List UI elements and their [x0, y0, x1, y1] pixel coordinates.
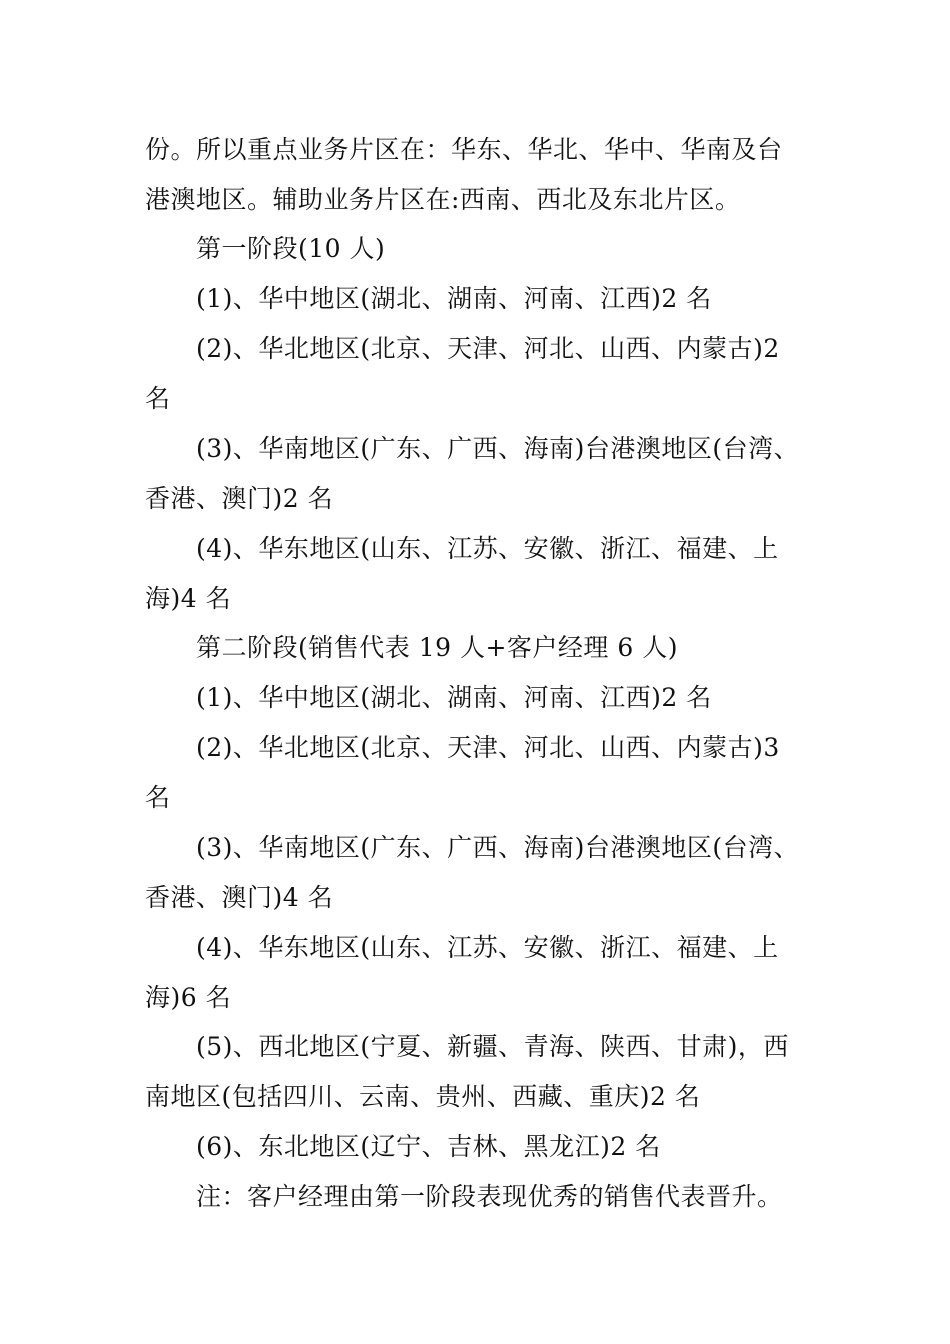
list-item-continuation: 名: [145, 384, 171, 413]
list-item: (6)、东北地区(辽宁、吉林、黑龙江)2 名: [196, 1132, 661, 1161]
list-item: (4)、华东地区(山东、江苏、安徽、浙江、福建、上: [196, 933, 779, 962]
list-item-continuation: 海)6 名: [145, 983, 232, 1012]
list-item: (3)、华南地区(广东、广西、海南)台港澳地区(台湾、: [196, 833, 800, 862]
paragraph-line: 港澳地区。辅助业务片区在:西南、西北及东北片区。: [145, 185, 741, 214]
list-item: (3)、华南地区(广东、广西、海南)台港澳地区(台湾、: [196, 434, 800, 463]
list-item-continuation: 香港、澳门)4 名: [145, 883, 334, 912]
list-item: (1)、华中地区(湖北、湖南、河南、江西)2 名: [196, 683, 712, 712]
list-item-continuation: 海)4 名: [145, 584, 232, 613]
note-text: 注：客户经理由第一阶段表现优秀的销售代表晋升。: [196, 1182, 783, 1211]
list-item-continuation: 香港、澳门)2 名: [145, 484, 334, 513]
list-item: (1)、华中地区(湖北、湖南、河南、江西)2 名: [196, 284, 712, 313]
list-item: (2)、华北地区(北京、天津、河北、山西、内蒙古)2: [196, 334, 780, 363]
list-item-continuation: 名: [145, 783, 171, 812]
list-item: (4)、华东地区(山东、江苏、安徽、浙江、福建、上: [196, 534, 779, 563]
stage-one-heading: 第一阶段(10 人): [196, 234, 386, 263]
paragraph-line: 份。所以重点业务片区在：华东、华北、华中、华南及台: [145, 135, 783, 164]
stage-two-heading: 第二阶段(销售代表 19 人+客户经理 6 人): [196, 633, 678, 662]
list-item: (2)、华北地区(北京、天津、河北、山西、内蒙古)3: [196, 733, 780, 762]
list-item-continuation: 南地区(包括四川、云南、贵州、西藏、重庆)2 名: [145, 1082, 701, 1111]
list-item: (5)、西北地区(宁夏、新疆、青海、陕西、甘肃)，西: [196, 1032, 789, 1061]
